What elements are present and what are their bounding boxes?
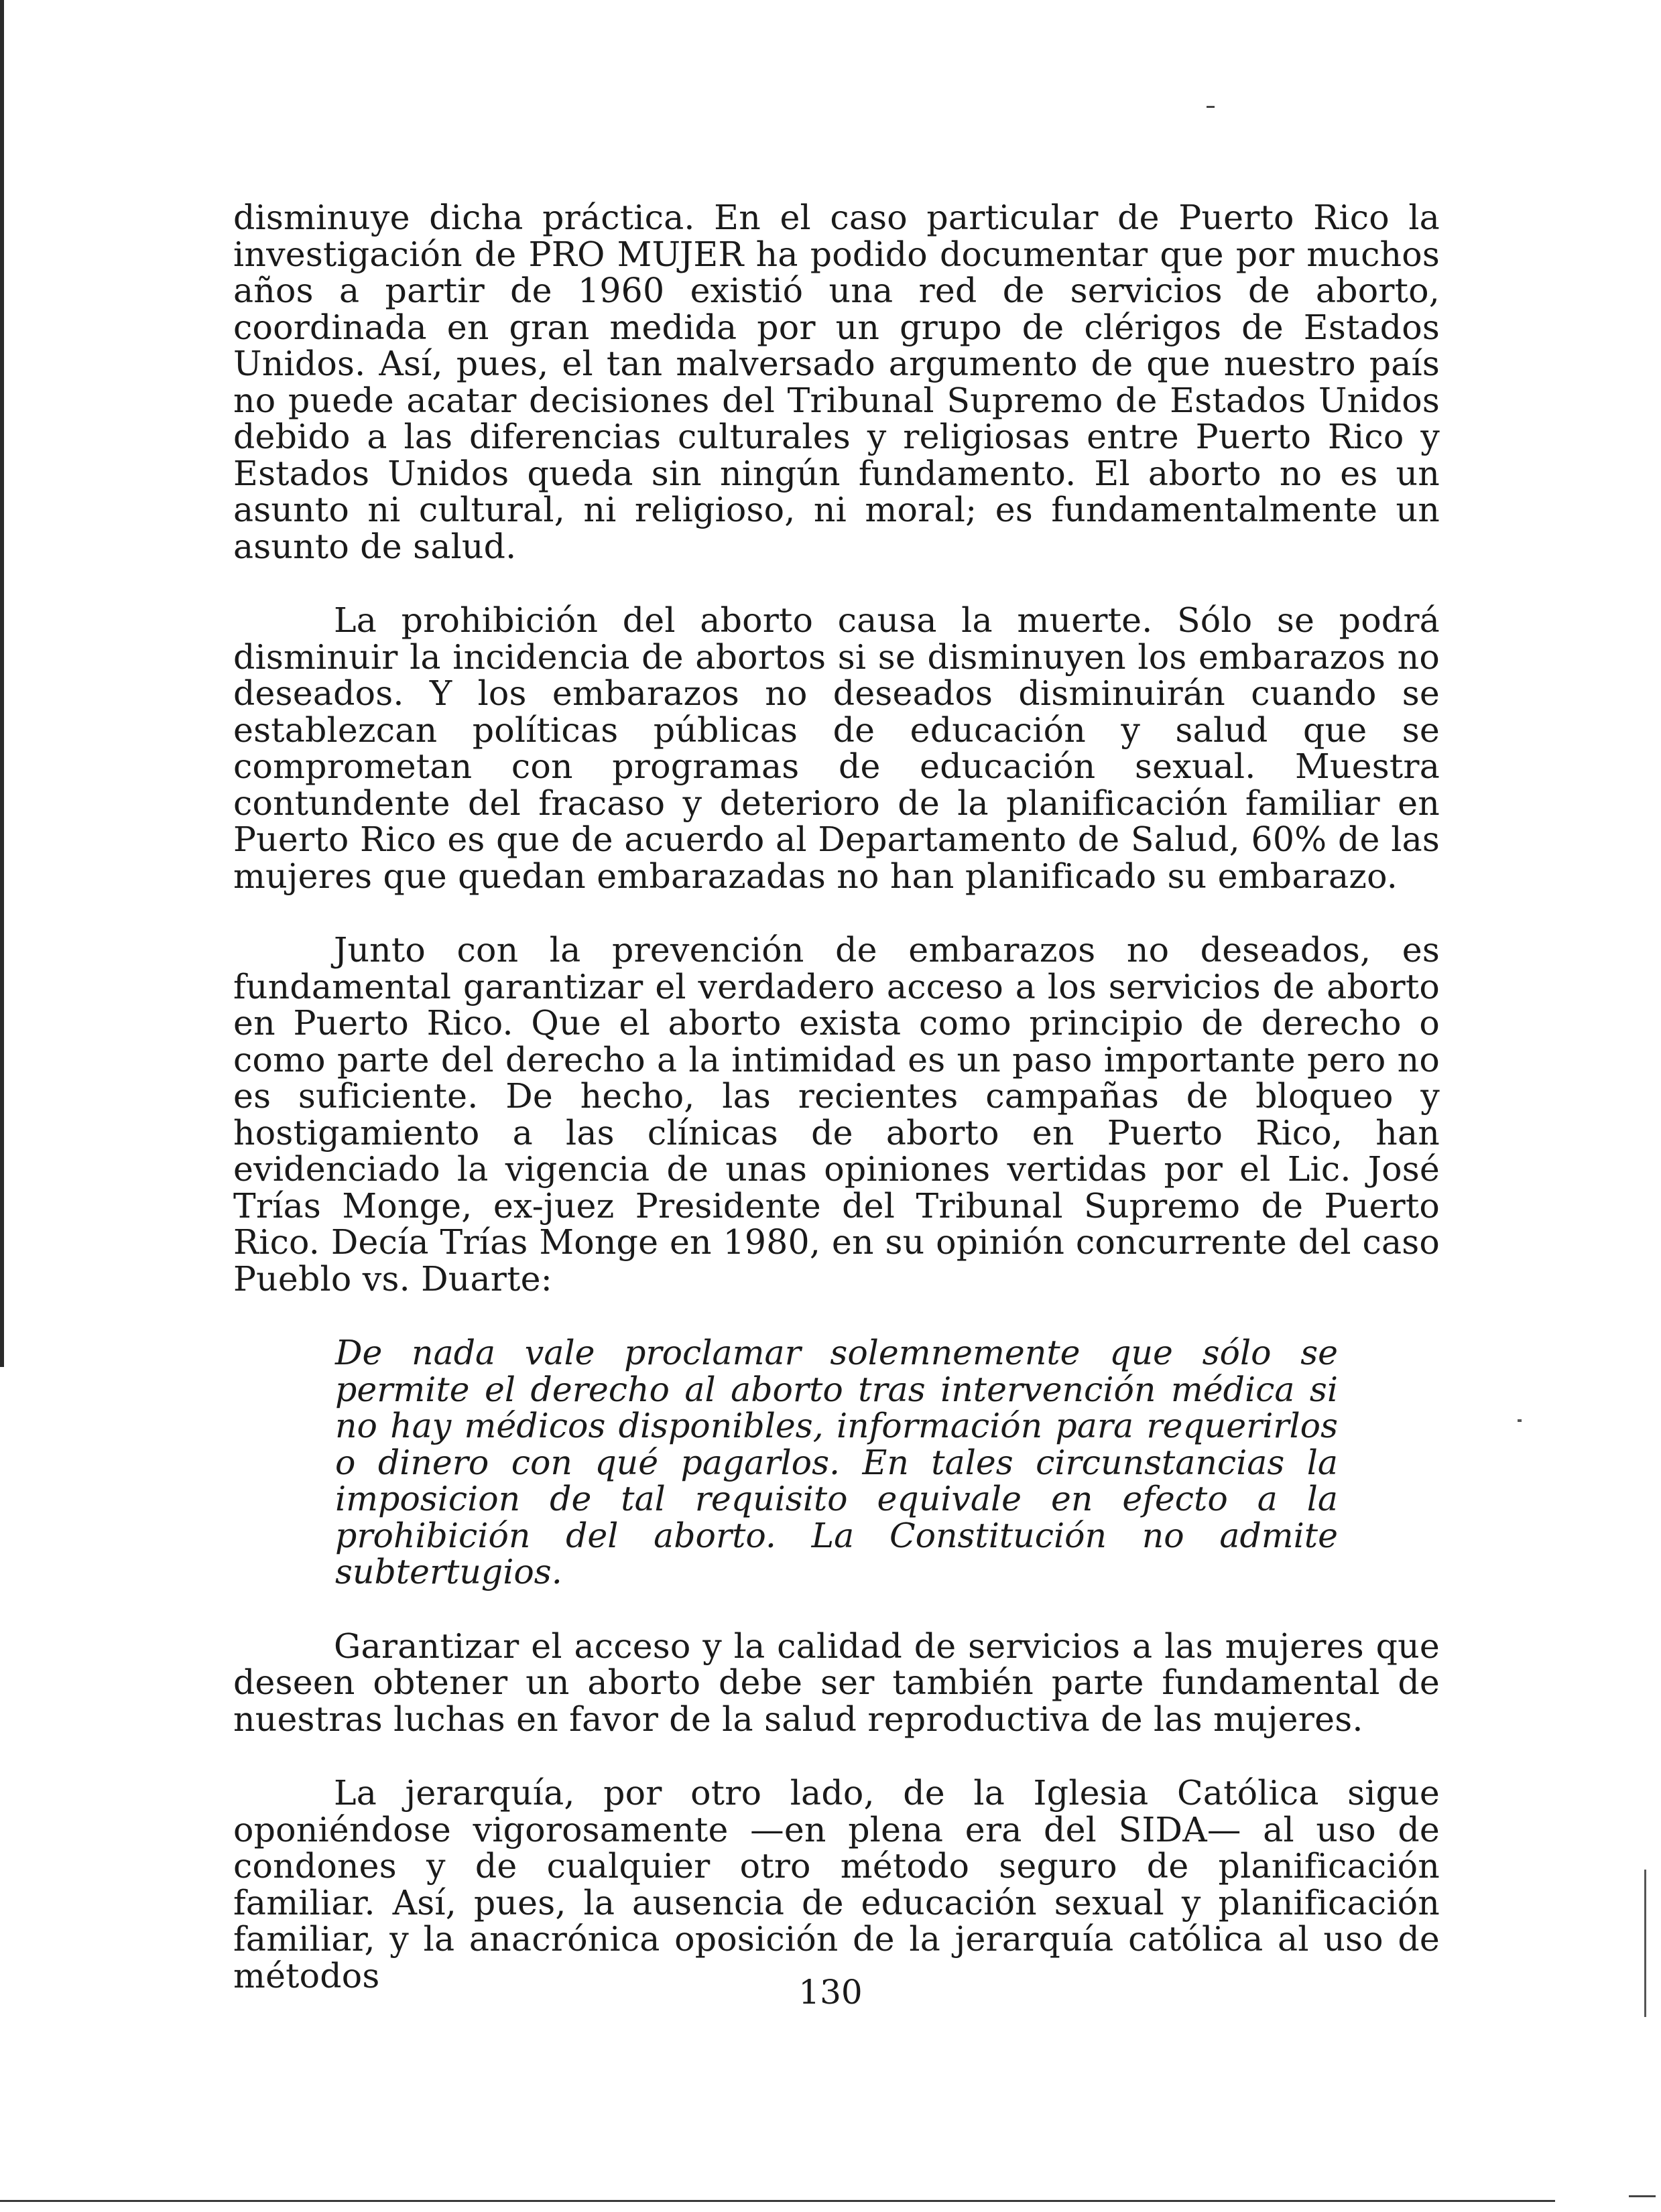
scan-artifact-dash [1207,106,1215,108]
block-quote: De nada vale proclamar solemnemente que sólo se permite el derecho al aborto tras intervención médica si no hay médicos disponibles, información para requerirlos o dinero con qué pagarlos. En tales circunstancias la imposicion de tal requisito equivale en efecto a la prohibición del aborto. La Constitución no admite subtertugios. [335,1333,1338,1591]
scan-artifact-corner [1629,2195,1656,2197]
paragraph-2: La prohibición del aborto causa la muerte. Sólo se podrá disminuir la incidencia de abortos si se disminuyen los embarazos no deseados. Y los embarazos no deseados disminuirán cuando se establezcan políticas públicas de educación y salud que se comprometan con programas de educación sexual. Muestra contundente del fracaso y deterioro de la planificación familiar en Puerto Rico es que de acuerdo al Departamento de Salud, 60% de las mujeres que quedan embarazadas no han planificado su embarazo. [233,600,1440,896]
page-body [233,200,1440,2032]
paragraph-4: Garantizar el acceso y la calidad de servicios a las mujeres que deseen obtener un aborto debe ser también parte fundamental de nuestras luchas en favor de la salud reproductiva de las mujeres. [233,1626,1440,1739]
scan-artifact-dot [1518,1419,1522,1422]
page-number: 130 [798,1973,863,2012]
paragraph-5: La jerarquía, por otro lado, de la Iglesia Católica sigue oponiéndose vigorosamente —en plena era del SIDA— al uso de condones y de cualquier otro método seguro de planificación familiar. Así, pues, la ausencia de educación sexual y planificación familiar, y la anacrónica oposición de la jerarquía católica al uso de métodos [233,1773,1440,1996]
paragraph-3: Junto con la prevención de embarazos no deseados, es fundamental garantizar el verdadero acceso a los servicios de aborto en Puerto Rico. Que el aborto exista como principio de derecho o como parte del derecho a la intimidad es un paso importante pero no es suficiente. De hecho, las recientes campañas de bloqueo y hostigamiento a las clínicas de aborto en Puerto Rico, han evidenciado la vigencia de unas opiniones vertidas por el Lic. José Trías Monge, ex-juez Presidente del Tribunal Supremo de Puerto Rico. Decía Trías Monge en 1980, en su opinión concurrente del caso Pueblo vs. Duarte: [233,930,1440,1299]
scan-edge-bottom [0,2200,1555,2202]
scan-edge-left [0,0,4,1367]
paragraph-1: disminuye dicha práctica. En el caso particular de Puerto Rico la investigación de PRO MUJER ha podido documentar que por muchos años a partir de 1960 existió una red de servicios de aborto, coordinada en gran medida por un grupo de clérigos de Estados Unidos. Así, pues, el tan malversado argumento de que nuestro país no puede acatar decisiones del Tribunal Supremo de Estados Unidos debido a las diferencias culturales y religiosas entre Puerto Rico y Estados Unidos queda sin ningún fundamento. El aborto no es un asunto ni cultural, ni religioso, ni moral; es fundamentalmente un asunto de salud. [233,198,1440,566]
